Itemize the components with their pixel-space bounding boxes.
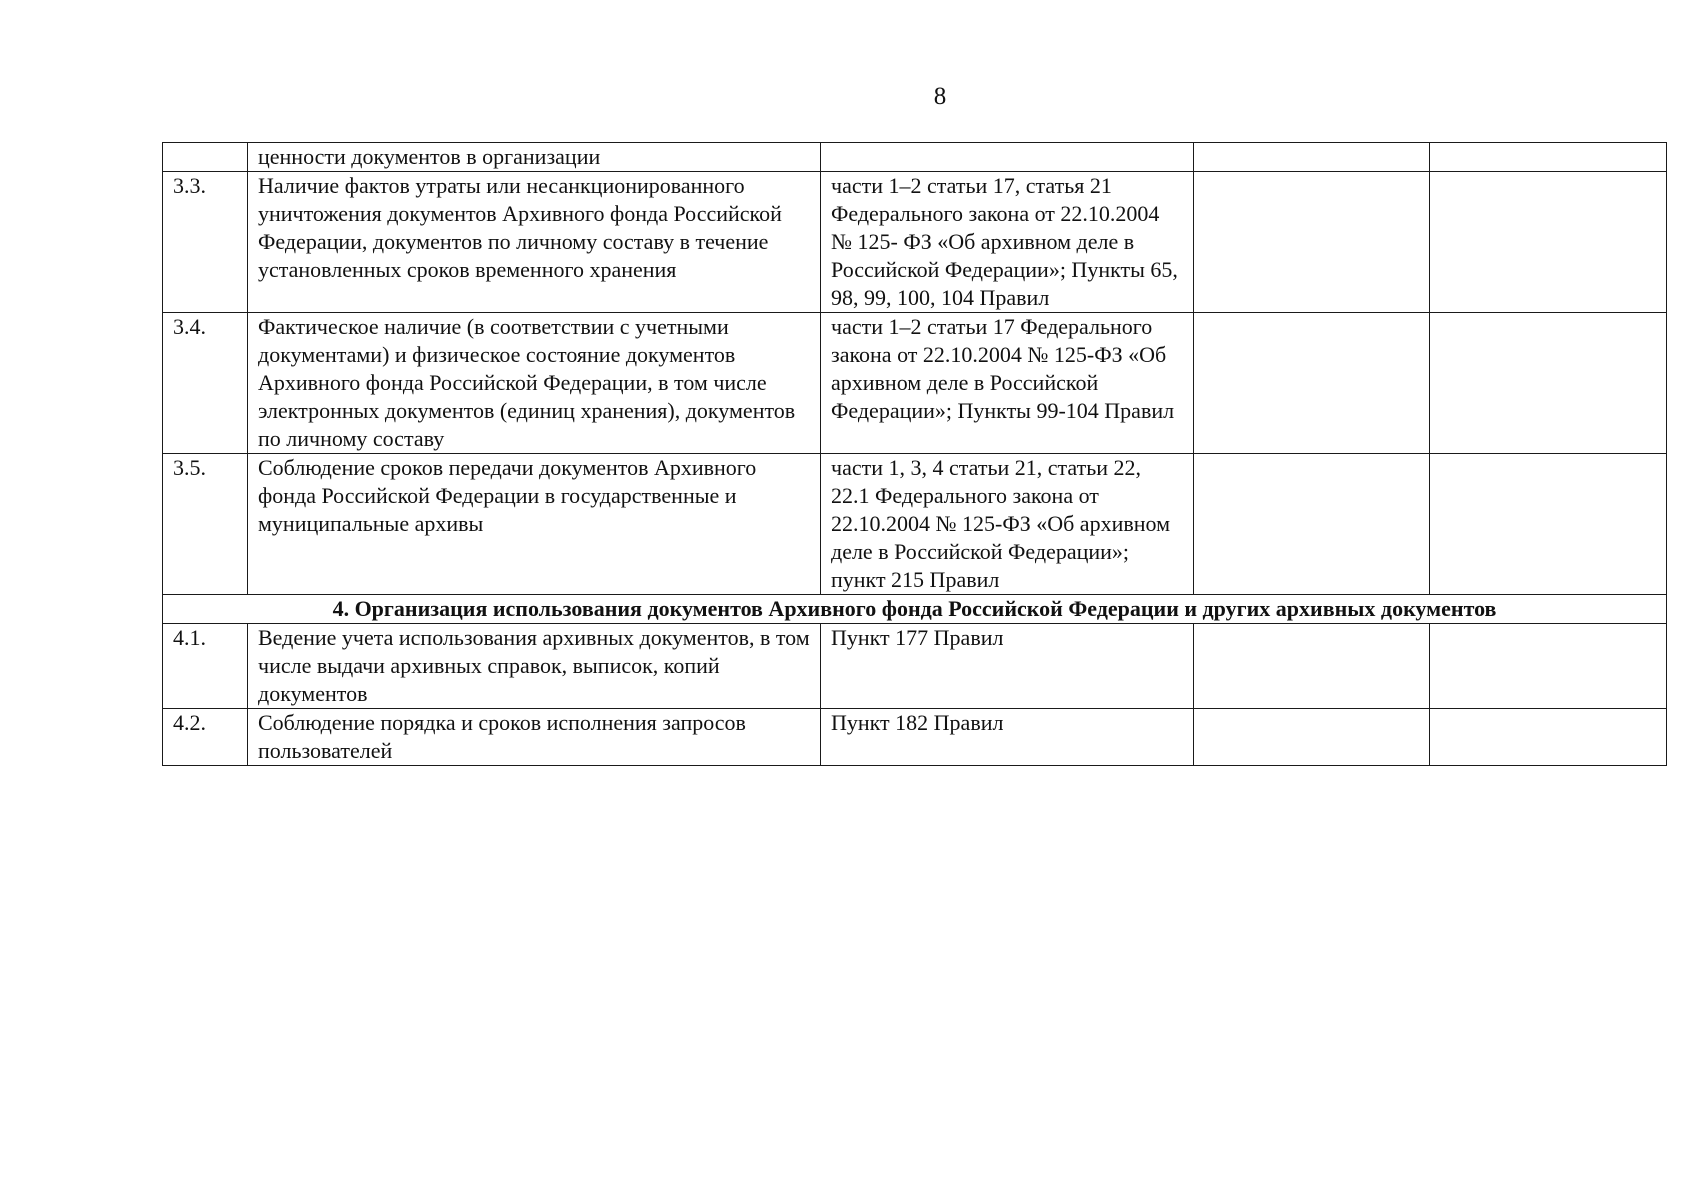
table-row	[163, 313, 1667, 454]
empty-cell	[1194, 313, 1430, 454]
empty-cell	[1194, 624, 1430, 709]
row-number: 3.3.	[163, 172, 248, 313]
table-row	[163, 624, 1667, 709]
requirement-text: Фактическое наличие (в соответствии с учетными документами) и физическое состояние документов Архивного фонда Российской Федерации, в том числе электронных документов (единиц хранения), документов по личному составу	[248, 313, 821, 454]
legal-basis: части 1–2 статьи 17, статья 21 Федерального закона от 22.10.2004 № 125- ФЗ «Об архивном деле в Российской Федерации»; Пункты 65, 98, 99, 100, 104 Правил	[821, 172, 1194, 313]
requirements-table	[162, 142, 1667, 766]
legal-basis: Пункт 182 Правил	[821, 709, 1194, 766]
row-number: 4.1.	[163, 624, 248, 709]
table-row	[163, 454, 1667, 595]
row-number: 4.2.	[163, 709, 248, 766]
requirement-text: Соблюдение порядка и сроков исполнения запросов пользователей	[248, 709, 821, 766]
empty-cell	[1430, 172, 1667, 313]
requirement-text: Ведение учета использования архивных документов, в том числе выдачи архивных справок, выписок, копий документов	[248, 624, 821, 709]
section-header-row	[163, 595, 1667, 624]
requirement-text: ценности документов в организации	[248, 143, 821, 172]
legal-basis: Пункт 177 Правил	[821, 624, 1194, 709]
table-row	[163, 143, 1667, 172]
empty-cell	[1194, 454, 1430, 595]
empty-cell	[1430, 143, 1667, 172]
empty-cell	[1194, 709, 1430, 766]
table-row	[163, 709, 1667, 766]
section-title: 4. Организация использования документов Архивного фонда Российской Федерации и других архивных документов	[163, 595, 1667, 624]
empty-cell	[1194, 143, 1430, 172]
requirement-text: Наличие фактов утраты или несанкционированного уничтожения документов Архивного фонда Российской Федерации, документов по личному составу в течение установленных сроков временного хранения	[248, 172, 821, 313]
empty-cell	[1430, 313, 1667, 454]
empty-cell	[1194, 172, 1430, 313]
row-number: 3.5.	[163, 454, 248, 595]
row-number: 3.4.	[163, 313, 248, 454]
legal-basis: части 1, 3, 4 статьи 21, статьи 22, 22.1 Федерального закона от 22.10.2004 № 125-ФЗ «Об архивном деле в Российской Федерации»; пункт 215 Правил	[821, 454, 1194, 595]
empty-cell	[1430, 624, 1667, 709]
legal-basis	[821, 143, 1194, 172]
table-row	[163, 172, 1667, 313]
requirement-text: Соблюдение сроков передачи документов Архивного фонда Российской Федерации в государственные и муниципальные архивы	[248, 454, 821, 595]
empty-cell	[1430, 454, 1667, 595]
row-number	[163, 143, 248, 172]
empty-cell	[1430, 709, 1667, 766]
legal-basis: части 1–2 статьи 17 Федерального закона от 22.10.2004 № 125-ФЗ «Об архивном деле в Российской Федерации»; Пункты 99-104 Правил	[821, 313, 1194, 454]
page-number: 8	[933, 83, 947, 110]
